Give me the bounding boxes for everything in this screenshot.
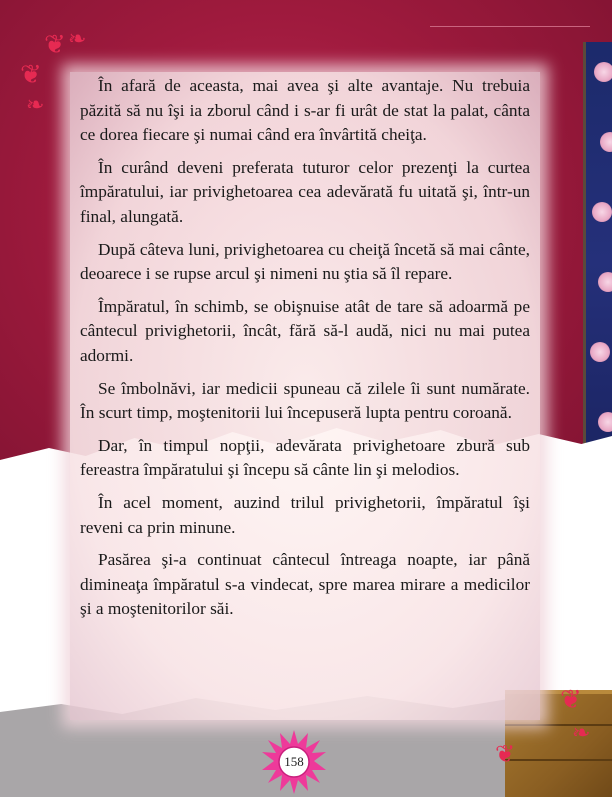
flower-icon bbox=[600, 132, 612, 152]
ornament-curl-icon: ❦ bbox=[560, 685, 582, 714]
ornament-curl-icon: ❧ bbox=[572, 720, 591, 745]
chest-plank bbox=[505, 759, 612, 761]
page-number: 158 bbox=[284, 754, 304, 769]
flower-icon bbox=[598, 412, 612, 432]
ornament-curl-icon: ❦ bbox=[20, 60, 42, 89]
paragraph-8: Pasărea şi-a continuat cântecul întreaga noapte, iar până dimineaţa împăratul s-a vindecat, spre marea mirare a medicilor şi a moştenitorilor săi. bbox=[80, 550, 530, 619]
ornament-curl-icon: ❦ bbox=[44, 30, 66, 59]
paragraph-5: Se îmbolnăvi, iar medicii spuneau că zilele îi sunt numărate. În scurt timp, moştenitorii lui începuseră lupta pentru coroană. bbox=[80, 378, 530, 423]
flower-icon bbox=[594, 62, 612, 82]
paragraph-1: În afară de aceasta, mai avea şi alte avantaje. Nu trebuia păzită să nu îşi ia zborul când i s-ar fi urât de stat la palat, cânta ce dorea fiecare şi numai când era învârtită cheiţa. bbox=[80, 76, 530, 145]
window-illustration bbox=[583, 42, 612, 482]
ornament-curl-icon: ❦ bbox=[495, 742, 516, 768]
paragraph-2: În curând deveni preferata tuturor celor prezenţi la curtea împăratului, iar privighetoarea cea adevărată fu uitată şi, într-un final, alungată. bbox=[80, 157, 530, 226]
ornament-curl-icon: ❧ bbox=[68, 26, 87, 51]
paragraph-3: După câteva luni, privighetoarea cu cheiţă încetă să mai cânte, deoarece i se rupse arcul şi nimeni nu ştia să îl repare. bbox=[80, 239, 530, 284]
chest-plank bbox=[505, 724, 612, 726]
paragraph-7: În acel moment, auzind trilul privighetorii, împăratul îşi reveni ca prin minune. bbox=[80, 492, 530, 537]
page-number-badge bbox=[262, 730, 326, 794]
decorative-line bbox=[430, 26, 590, 27]
ornament-curl-icon: ❧ bbox=[26, 92, 45, 117]
paragraph-4: Împăratul, în schimb, se obişnuise atât de tare să adoarmă pe cântecul privighetorii, încât, fără să-l audă, nici nu mai putea adormi. bbox=[80, 296, 530, 365]
flower-icon bbox=[598, 272, 612, 292]
story-text bbox=[80, 74, 530, 630]
flower-icon bbox=[590, 342, 610, 362]
flower-icon bbox=[592, 202, 612, 222]
paragraph-6: Dar, în timpul nopţii, adevărata privighetoare zbură sub fereastra împăratului şi începu să cânte lin şi melodios. bbox=[80, 435, 530, 480]
